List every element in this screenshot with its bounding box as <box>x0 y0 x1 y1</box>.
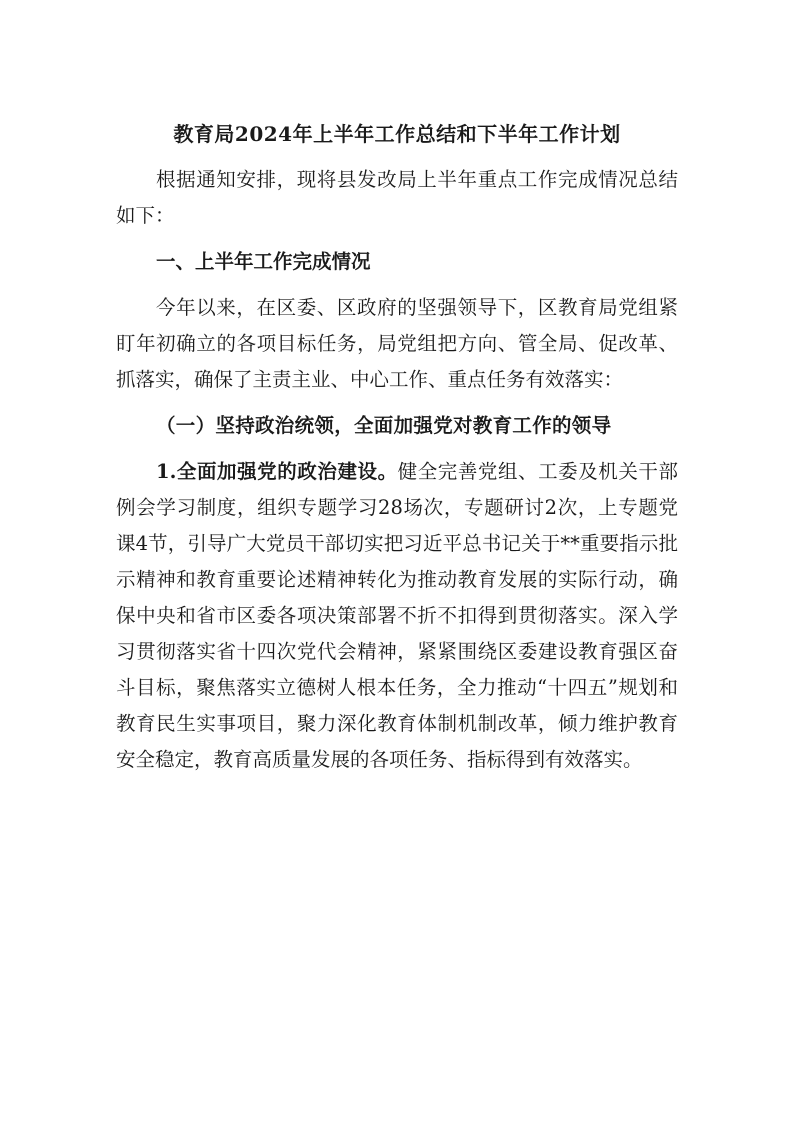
document-body <box>116 118 678 788</box>
item-1-body: 健全完善党组、工委及机关干部例会学习制度，组织专题学习28场次，专题研讨2次，上专题党课4节，引导广大党员干部切实把习近平总书记关于**重要指示批示精神和教育重要论述精神转化为推动教育发展的实际行动，确保中央和省市区委各项决策部署不折不扣得到贯彻落实。深入学习贯彻落实省十四次党代会精神，紧紧围绕区委建设教育强区奋斗目标，聚焦落实立德树人根本任务，全力推动“十四五”规划和教育民生实事项目，聚力深化教育体制机制改革，倾力维护教育安全稳定，教育高质量发展的各项任务、指标得到有效落实。 <box>116 460 678 771</box>
intro-paragraph: 根据通知安排，现将县发改局上半年重点工作完成情况总结如下： <box>116 168 678 227</box>
document-title: 教育局2024年上半年工作总结和下半年工作计划 <box>173 122 621 146</box>
item-1-paragraph <box>116 454 678 778</box>
subsection-heading-1: （一）坚持政治统领，全面加强党对教育工作的领导 <box>156 414 612 437</box>
section-1-paragraph: 今年以来，在区委、区政府的坚强领导下，区教育局党组紧盯年初确立的各项目标任务，局党组把方向、管全局、促改革、抓落实，确保了主责主业、中心工作、重点任务有效落实： <box>116 296 678 391</box>
item-1-lead: 1.全面加强党的政治建设。 <box>156 460 398 483</box>
section-heading-1: 一、上半年工作完成情况 <box>156 250 371 273</box>
